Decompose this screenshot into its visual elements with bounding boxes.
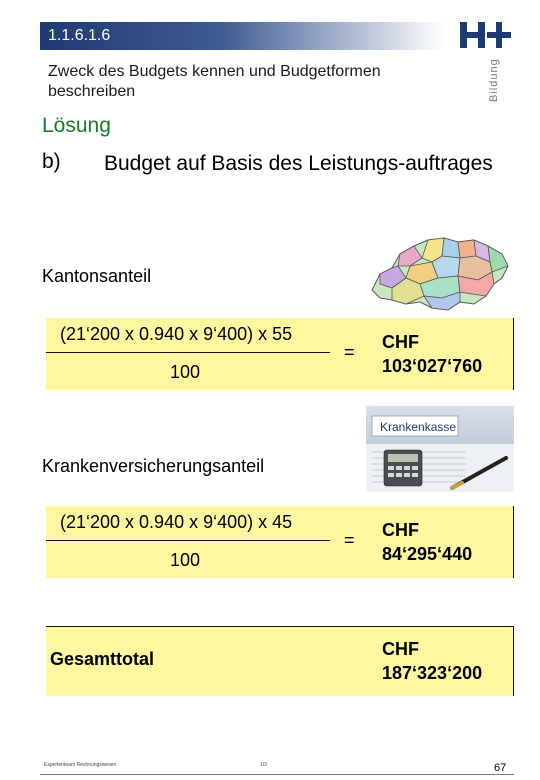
kantonsanteil-result bbox=[382, 330, 482, 378]
kv-currency: CHF bbox=[382, 520, 419, 540]
part-label: b) bbox=[42, 150, 61, 173]
krankenversicherungsanteil-label: Krankenversicherungsanteil bbox=[42, 456, 265, 476]
krankenversicherungsanteil-calculation bbox=[46, 506, 514, 578]
switzerland-canton-map-image bbox=[362, 232, 512, 314]
kantonsanteil-amount: 103‘027‘760 bbox=[382, 356, 483, 376]
part-heading: Budget auf Basis des Leistungs-auftrages bbox=[104, 152, 493, 175]
kantonsanteil-calculation bbox=[46, 318, 514, 390]
gesamttotal-amount: 187‘323‘200 bbox=[382, 663, 483, 683]
fraction-line bbox=[46, 352, 330, 353]
kantonsanteil-numerator: (21‘200 x 0.940 x 9‘400) x 55 bbox=[60, 324, 293, 344]
kantonsanteil-denominator: 100 bbox=[170, 362, 201, 382]
equals-sign: = bbox=[344, 530, 355, 550]
gesamttotal-box bbox=[46, 626, 514, 696]
footer-divider bbox=[40, 774, 514, 775]
kantonsanteil-label: Kantonsanteil bbox=[42, 266, 152, 286]
h-plus-logo bbox=[458, 20, 514, 50]
kv-denominator: 100 bbox=[170, 550, 201, 570]
gesamttotal-result bbox=[382, 637, 482, 685]
logo-subtext: Bildung bbox=[488, 58, 500, 102]
solution-label: Lösung bbox=[42, 114, 111, 137]
krankenkasse-image-text: Krankenkasse bbox=[380, 420, 457, 434]
fraction-line bbox=[46, 540, 330, 541]
krankenkasse-document-image bbox=[366, 406, 514, 492]
kantonsanteil-currency: CHF bbox=[382, 332, 419, 352]
footer-mid-text: 1/3 bbox=[260, 762, 267, 768]
kv-amount: 84‘295‘440 bbox=[382, 544, 473, 564]
kv-numerator: (21‘200 x 0.940 x 9‘400) x 45 bbox=[60, 512, 293, 532]
kv-result bbox=[382, 518, 472, 566]
equals-sign: = bbox=[344, 342, 355, 362]
slide-subtitle: Zweck des Budgets kennen und Budgetformen beschreiben bbox=[48, 63, 381, 100]
section-number: 1.1.6.1.6 bbox=[48, 27, 111, 44]
gesamttotal-label: Gesamttotal bbox=[50, 649, 155, 669]
footer-left-text: Expertenteam Rechnungswesen bbox=[44, 762, 117, 768]
page-number: 67 bbox=[494, 762, 507, 774]
gesamttotal-currency: CHF bbox=[382, 639, 419, 659]
